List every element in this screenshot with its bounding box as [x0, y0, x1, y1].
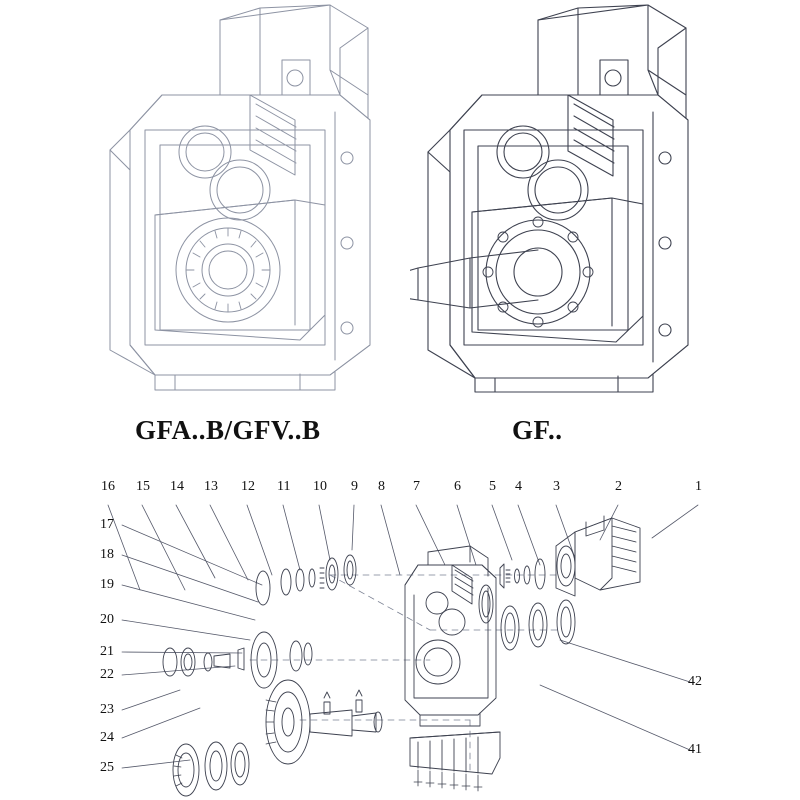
- callout-14: 14: [170, 479, 184, 494]
- callout-6: 6: [454, 479, 461, 494]
- callout-25: 25: [100, 760, 114, 775]
- callout-22: 22: [100, 667, 114, 682]
- callout-13: 13: [204, 479, 218, 494]
- callout-12: 12: [241, 479, 255, 494]
- callout-21: 21: [100, 644, 114, 659]
- callout-5: 5: [489, 479, 496, 494]
- callout-20: 20: [100, 612, 114, 627]
- callout-42: 42: [688, 674, 702, 689]
- callout-23: 23: [100, 702, 114, 717]
- callout-3: 3: [553, 479, 560, 494]
- callout-11: 11: [277, 479, 291, 494]
- callout-9: 9: [351, 479, 358, 494]
- callout-2: 2: [615, 479, 622, 494]
- caption-left: GFA..B/GFV..B: [135, 415, 321, 445]
- callout-18: 18: [100, 547, 114, 562]
- callout-16: 16: [101, 479, 115, 494]
- gearbox-view-right: [410, 0, 710, 400]
- callout-4: 4: [515, 479, 522, 494]
- callout-41: 41: [688, 742, 702, 757]
- callout-8: 8: [378, 479, 385, 494]
- callout-10: 10: [313, 479, 327, 494]
- callout-1: 1: [695, 479, 702, 494]
- callout-7: 7: [413, 479, 420, 494]
- exploded-assembly-diagram: [0, 470, 800, 800]
- callout-15: 15: [136, 479, 150, 494]
- caption-right: GF..: [512, 415, 563, 445]
- callout-17: 17: [100, 517, 114, 532]
- callout-19: 19: [100, 577, 114, 592]
- gearbox-view-left: [100, 0, 400, 400]
- callout-24: 24: [100, 730, 114, 745]
